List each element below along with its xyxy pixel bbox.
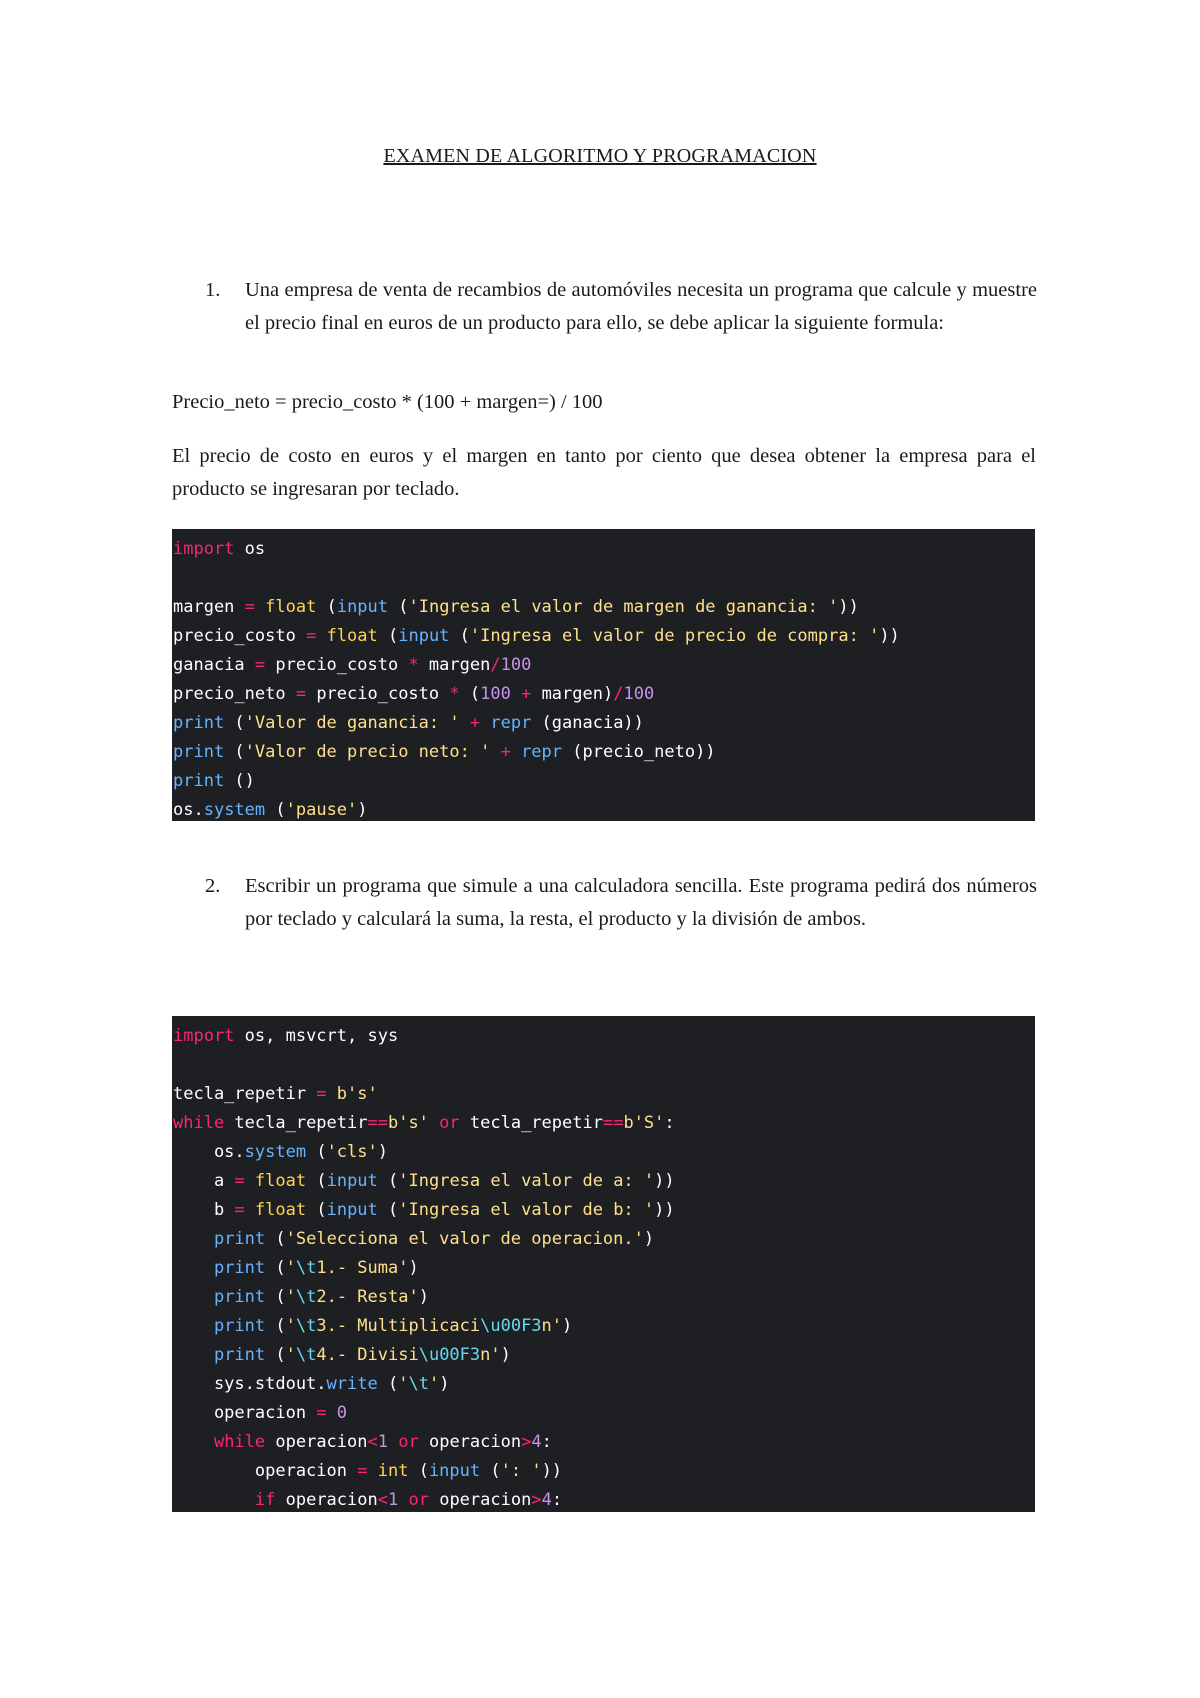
code-token: os, msvcrt, sys <box>234 1026 399 1046</box>
code-block-1 <box>172 529 1035 821</box>
code-token: ' <box>285 1345 296 1365</box>
code-token: \u00F3 <box>418 1345 481 1365</box>
page-title: EXAMEN DE ALGORITMO Y PROGRAMACION <box>383 145 817 167</box>
code-token: ' <box>285 1316 296 1336</box>
question-number: 1. <box>205 279 221 301</box>
code-token <box>511 684 521 704</box>
code-line <box>172 1428 1035 1457</box>
code-token: 4.- Divisi <box>316 1345 419 1365</box>
code-line <box>172 1138 1035 1167</box>
code-token: os. <box>173 800 204 820</box>
question-text: Escribir un programa que simule a una calculadora sencilla. Este programa pedirá dos números por teclado y calculará la suma, la resta, el producto y la división de ambos. <box>245 875 1037 930</box>
code-token <box>460 713 470 733</box>
code-token: < <box>377 1490 388 1510</box>
code-token: ( <box>449 626 470 646</box>
code-line <box>172 651 1035 680</box>
code-token: = <box>316 1403 327 1423</box>
code-token: = <box>316 1084 327 1104</box>
code-token: margen <box>418 655 491 675</box>
code-token: print <box>213 1345 266 1365</box>
code-line <box>172 680 1035 709</box>
description-paragraph: El precio de costo en euros y el margen en tanto por ciento que desea obtener la empresa para el producto se ingresaran por teclado. <box>172 445 1036 500</box>
question-number: 2. <box>205 875 221 897</box>
code-line <box>172 535 1035 564</box>
code-token: ( <box>408 1461 429 1481</box>
code-token: ' <box>285 1287 296 1307</box>
code-token: system <box>203 800 266 820</box>
code-token: + <box>521 684 532 704</box>
code-token: while <box>173 1113 225 1133</box>
code-line <box>172 1196 1035 1225</box>
code-token: 'Ingresa el valor de precio de compra: ' <box>469 626 880 646</box>
code-line <box>172 767 1035 796</box>
code-token: precio_costo <box>173 626 307 646</box>
code-token: sys.stdout. <box>173 1374 327 1394</box>
code-token: = <box>357 1461 368 1481</box>
code-token <box>173 1432 214 1452</box>
code-token: 'Valor de ganancia: ' <box>244 713 460 733</box>
code-token: () <box>224 771 255 791</box>
code-line <box>172 1051 1035 1080</box>
code-token: ( <box>265 1345 286 1365</box>
code-token: 100 <box>623 684 655 704</box>
question-1 <box>207 274 1037 339</box>
code-line <box>172 1341 1035 1370</box>
code-token: print <box>173 713 225 733</box>
code-block-2 <box>172 1016 1035 1512</box>
code-token: 'cls' <box>326 1142 378 1162</box>
code-token: if <box>254 1490 276 1510</box>
code-line <box>172 1254 1035 1283</box>
code-token <box>245 1200 255 1220</box>
question-2 <box>207 870 1037 935</box>
code-token: ( <box>224 713 245 733</box>
code-token: * <box>408 655 419 675</box>
code-token: precio_costo <box>265 655 409 675</box>
code-token: \u00F3 <box>480 1316 542 1336</box>
code-token: ( <box>480 1461 501 1481</box>
code-token: 'Ingresa el valor de b: ' <box>398 1200 655 1220</box>
code-token: operacion <box>275 1490 378 1510</box>
code-token: ' <box>285 1258 296 1278</box>
code-token: write <box>326 1374 378 1394</box>
code-token: 100 <box>480 684 511 704</box>
code-token: ( <box>306 1171 327 1191</box>
code-token: print <box>213 1316 266 1336</box>
code-token: = <box>306 626 317 646</box>
code-token: margen <box>173 597 245 617</box>
code-token: = <box>254 655 266 675</box>
code-token: os. <box>173 1142 245 1162</box>
code-token: 4 <box>541 1490 552 1510</box>
code-line <box>172 738 1035 767</box>
code-token: os <box>234 539 266 559</box>
code-token <box>429 1113 439 1133</box>
code-token: 'pause' <box>285 800 358 820</box>
code-token: ( <box>377 1374 399 1394</box>
code-token: import <box>173 1026 235 1046</box>
code-token: repr <box>521 742 563 762</box>
code-token: ) <box>439 1374 450 1394</box>
code-token: = <box>234 1171 245 1191</box>
code-token <box>173 1490 255 1510</box>
code-token: 'Ingresa el valor de a: ' <box>398 1171 655 1191</box>
code-token <box>367 1461 377 1481</box>
code-token: system <box>244 1142 307 1162</box>
code-line <box>172 1457 1035 1486</box>
code-token: \t <box>295 1287 317 1307</box>
code-token: 'Selecciona el valor de operacion.' <box>285 1229 644 1249</box>
code-token: float <box>254 1171 307 1191</box>
code-token: ( <box>265 1229 286 1249</box>
code-line <box>172 593 1035 622</box>
code-line <box>172 1109 1035 1138</box>
code-token: + <box>500 742 511 762</box>
code-token: 'Ingresa el valor de margen de ganancia: ' <box>408 597 839 617</box>
code-token: ( <box>377 626 399 646</box>
code-token: ' <box>398 1374 409 1394</box>
code-token: )) <box>654 1171 675 1191</box>
code-token: == <box>602 1113 624 1133</box>
code-line <box>172 1080 1035 1109</box>
formula-text: Precio_neto = precio_costo * (100 + margen=) / 100 <box>172 391 603 413</box>
code-token: a <box>173 1171 235 1191</box>
code-token: / <box>490 655 501 675</box>
code-token: input <box>326 1200 378 1220</box>
code-token: = <box>295 684 307 704</box>
code-token: ( <box>306 1200 327 1220</box>
code-line <box>172 564 1035 593</box>
code-token: n' <box>541 1316 563 1336</box>
code-token: ganacia <box>173 655 255 675</box>
code-token <box>173 1229 214 1249</box>
code-token: ( <box>377 1200 399 1220</box>
code-token: operacion <box>418 1432 522 1452</box>
code-token: )) <box>654 1200 675 1220</box>
code-token: tecla_repetir <box>173 1084 317 1104</box>
code-token <box>255 597 265 617</box>
code-token: : <box>551 1490 563 1510</box>
code-token: ( <box>388 597 409 617</box>
code-token: print <box>213 1287 266 1307</box>
code-token: ( <box>224 742 245 762</box>
code-token: input <box>428 1461 481 1481</box>
code-line <box>172 1370 1035 1399</box>
code-token: while <box>213 1432 266 1452</box>
code-token: tecla_repetir <box>459 1113 603 1133</box>
code-token: import <box>173 539 235 559</box>
code-token: int <box>377 1461 409 1481</box>
code-token: operacion <box>173 1461 358 1481</box>
code-token: ) <box>377 1142 388 1162</box>
code-token: 1 <box>387 1490 399 1510</box>
code-token: ) <box>408 1258 419 1278</box>
code-token: print <box>213 1229 266 1249</box>
code-token: b's' <box>387 1113 429 1133</box>
code-token: ( <box>265 1316 286 1336</box>
code-token: (ganacia)) <box>531 713 644 733</box>
code-token: margen) <box>531 684 614 704</box>
code-token: b's' <box>336 1084 378 1104</box>
code-token <box>327 1084 337 1104</box>
code-token: float <box>254 1200 307 1220</box>
code-token: > <box>531 1490 542 1510</box>
code-token: \t <box>295 1316 317 1336</box>
code-token: ( <box>377 1171 399 1191</box>
code-token: ) <box>357 800 368 820</box>
code-token: input <box>398 626 450 646</box>
code-token: ( <box>316 597 337 617</box>
code-token: ) <box>418 1287 429 1307</box>
code-line <box>172 1225 1035 1254</box>
code-token: or <box>408 1490 429 1510</box>
code-token: b'S' <box>623 1113 665 1133</box>
code-token: : <box>664 1113 675 1133</box>
code-token: print <box>173 742 225 762</box>
code-token: precio_neto <box>173 684 296 704</box>
code-token: 0 <box>336 1403 348 1423</box>
code-token: 100 <box>500 655 532 675</box>
code-token: ( <box>265 800 286 820</box>
code-line <box>172 709 1035 738</box>
code-token: ( <box>459 684 481 704</box>
code-token: float <box>265 597 317 617</box>
code-token: print <box>173 771 225 791</box>
code-token: ) <box>562 1316 573 1336</box>
code-token: tecla_repetir <box>224 1113 368 1133</box>
code-token <box>480 713 490 733</box>
question-text: Una empresa de venta de recambios de automóviles necesita un programa que calcule y muestre el precio final en euros de un producto para ello, se debe aplicar la siguiente formula: <box>245 279 1037 334</box>
code-token: ) <box>643 1229 655 1249</box>
code-token: or <box>398 1432 419 1452</box>
code-token: )) <box>879 626 900 646</box>
code-token: \t <box>408 1374 429 1394</box>
code-token <box>173 1287 214 1307</box>
code-token <box>327 1403 337 1423</box>
code-token: or <box>439 1113 460 1133</box>
code-token: b <box>173 1200 235 1220</box>
code-token: 1 <box>377 1432 388 1452</box>
code-token: 1.- Suma' <box>316 1258 409 1278</box>
code-token: 4 <box>531 1432 542 1452</box>
code-token: + <box>469 713 481 733</box>
code-token <box>490 742 500 762</box>
code-token: = <box>244 597 255 617</box>
code-token: < <box>367 1432 378 1452</box>
code-token: repr <box>490 713 532 733</box>
code-token: : <box>541 1432 552 1452</box>
code-token: ( <box>306 1142 327 1162</box>
code-line <box>172 1167 1035 1196</box>
code-token: \t <box>295 1345 317 1365</box>
code-token: / <box>613 684 624 704</box>
code-token <box>173 1345 214 1365</box>
code-token: ' <box>428 1374 440 1394</box>
code-token <box>316 626 326 646</box>
code-line <box>172 1022 1035 1051</box>
code-token: operacion <box>428 1490 532 1510</box>
code-token: precio_costo <box>306 684 450 704</box>
code-token: n' <box>480 1345 501 1365</box>
code-token: (precio_neto)) <box>562 742 716 762</box>
code-token: float <box>326 626 378 646</box>
code-token: = <box>234 1200 245 1220</box>
code-token: ( <box>265 1287 286 1307</box>
code-token: input <box>336 597 389 617</box>
code-token: == <box>367 1113 388 1133</box>
code-token: 2.- Resta' <box>316 1287 419 1307</box>
code-token: ': ' <box>500 1461 542 1481</box>
code-line <box>172 1399 1035 1428</box>
code-token <box>388 1432 398 1452</box>
code-token <box>173 1258 214 1278</box>
code-token <box>511 742 521 762</box>
code-line <box>172 1312 1035 1341</box>
code-token: print <box>213 1258 266 1278</box>
code-token: operacion <box>173 1403 317 1423</box>
code-token: ( <box>265 1258 286 1278</box>
code-token: > <box>521 1432 532 1452</box>
code-token <box>398 1490 408 1510</box>
code-token: operacion <box>265 1432 368 1452</box>
code-token: \t <box>295 1258 317 1278</box>
code-line <box>172 1486 1035 1515</box>
code-token: 3.- Multiplicaci <box>316 1316 481 1336</box>
code-token: input <box>326 1171 378 1191</box>
code-token: ) <box>500 1345 511 1365</box>
code-token <box>173 1316 214 1336</box>
code-line <box>172 1283 1035 1312</box>
code-token: * <box>449 684 460 704</box>
code-line <box>172 796 1035 825</box>
code-token: 'Valor de precio neto: ' <box>244 742 491 762</box>
code-token: )) <box>541 1461 563 1481</box>
code-line <box>172 622 1035 651</box>
code-token <box>245 1171 255 1191</box>
code-token: )) <box>838 597 859 617</box>
